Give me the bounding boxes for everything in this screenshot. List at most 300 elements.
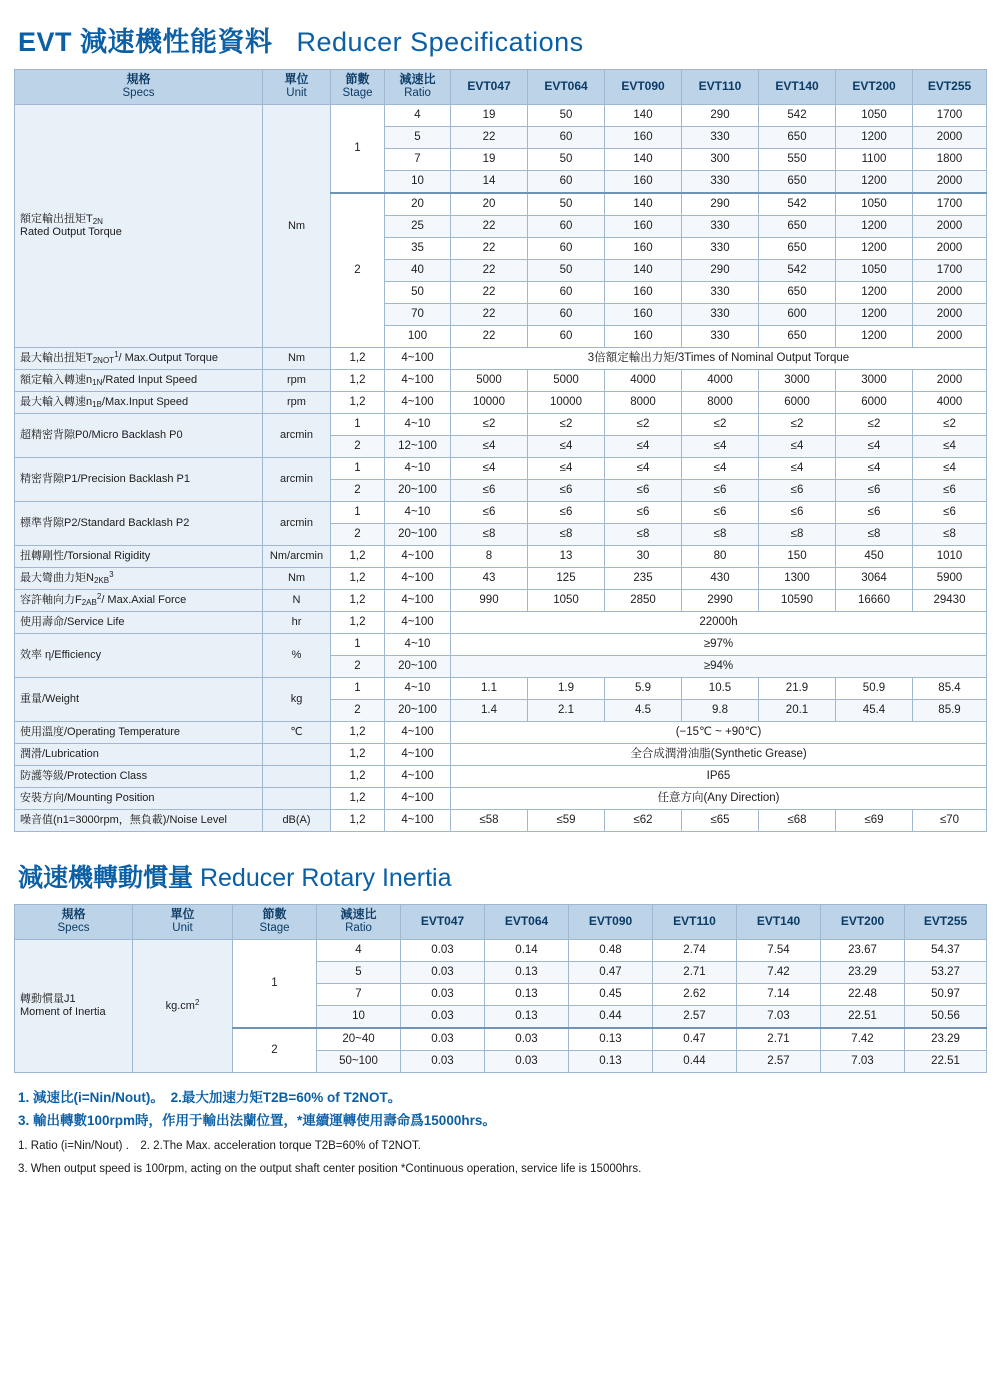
cell-value: 60 — [528, 216, 605, 238]
cell-value: 0.14 — [485, 940, 569, 962]
cell-value: 2990 — [682, 590, 759, 612]
row-label-standard-backlash-p2: 標準背隙P2/Standard Backlash P2 — [15, 502, 263, 546]
cell-value: 7.54 — [737, 940, 821, 962]
cell-value: ≤6 — [451, 480, 528, 502]
cell-ratio: 4~10 — [385, 502, 451, 524]
cell-value: ≤4 — [836, 458, 913, 480]
cell-value: 2.1 — [528, 700, 605, 722]
cell-value: 0.03 — [401, 1006, 485, 1029]
cell-value: 1.1 — [451, 678, 528, 700]
cell-value: 19 — [451, 149, 528, 171]
cell-value: ≤4 — [451, 458, 528, 480]
cell-unit: Nm — [263, 568, 331, 590]
cell-unit: N — [263, 590, 331, 612]
cell-merged-value: (−15℃ ~ +90℃) — [451, 722, 987, 744]
col-model-0: EVT047 — [451, 70, 528, 105]
cell-stage: 1 — [331, 678, 385, 700]
cell-value: ≤2 — [682, 414, 759, 436]
table-row — [15, 744, 987, 766]
cell-value: 10000 — [528, 392, 605, 414]
cell-value: 5900 — [913, 568, 987, 590]
cell-value: 0.03 — [485, 1051, 569, 1073]
row-label-rated-output-torque: 額定輸出扭矩$T_{2N}$ Rated Output Torque — [15, 105, 263, 348]
cell-value: ≤59 — [528, 810, 605, 832]
cell-value: 1050 — [528, 590, 605, 612]
cell-value: 450 — [836, 546, 913, 568]
cell-value: 650 — [759, 171, 836, 194]
cell-value: 550 — [759, 149, 836, 171]
row-label-rated-input-speed: 額定輸入轉速$n_{1N}$/Rated Input Speed — [15, 370, 263, 392]
cell-value: 150 — [759, 546, 836, 568]
table-header — [15, 70, 987, 105]
cell-value: ≤58 — [451, 810, 528, 832]
cell-ratio: 4~100 — [385, 590, 451, 612]
cell-ratio: 35 — [385, 238, 451, 260]
cell-value: 1200 — [836, 238, 913, 260]
col-unit: 單位 Unit — [133, 905, 233, 940]
cell-value: 85.4 — [913, 678, 987, 700]
col-ratio: 減速比 Ratio — [317, 905, 401, 940]
cell-value: ≤8 — [836, 524, 913, 546]
cell-stage: 1,2 — [331, 722, 385, 744]
cell-value: 20 — [451, 193, 528, 216]
cell-value: 6000 — [759, 392, 836, 414]
cell-value: 22 — [451, 238, 528, 260]
cell-value: 3000 — [759, 370, 836, 392]
row-label-micro-backlash-p0: 超精密背隙P0/Micro Backlash P0 — [15, 414, 263, 458]
cell-value: 0.48 — [569, 940, 653, 962]
title-en: Reducer Specifications — [296, 27, 584, 57]
cell-ratio: 100 — [385, 326, 451, 348]
col-model-3: EVT110 — [682, 70, 759, 105]
cell-value: 16660 — [836, 590, 913, 612]
cell-value: 22 — [451, 260, 528, 282]
cell-value: 4000 — [605, 370, 682, 392]
col-model-4: EVT140 — [737, 905, 821, 940]
cell-ratio: 12~100 — [385, 436, 451, 458]
col-model-6: EVT255 — [905, 905, 987, 940]
cell-value: 330 — [682, 238, 759, 260]
cell-ratio: 4~10 — [385, 678, 451, 700]
cell-ratio: 4~10 — [385, 414, 451, 436]
cell-stage: 1,2 — [331, 766, 385, 788]
cell-value: ≤6 — [682, 480, 759, 502]
cell-ratio: 4~100 — [385, 348, 451, 370]
cell-unit: Nm — [263, 348, 331, 370]
cell-value: 0.47 — [653, 1028, 737, 1051]
cell-value: 650 — [759, 216, 836, 238]
cell-ratio: 7 — [317, 984, 401, 1006]
cell-value: 330 — [682, 282, 759, 304]
cell-value: 4000 — [913, 392, 987, 414]
cell-value: 0.44 — [653, 1051, 737, 1073]
cell-value: 5000 — [451, 370, 528, 392]
cell-value: ≤4 — [836, 436, 913, 458]
cell-value: 0.13 — [569, 1028, 653, 1051]
cell-unit — [263, 788, 331, 810]
cell-value: 2.71 — [737, 1028, 821, 1051]
cell-stage: 1,2 — [331, 568, 385, 590]
cell-ratio: 10 — [385, 171, 451, 194]
cell-value: 330 — [682, 127, 759, 149]
cell-value: 140 — [605, 193, 682, 216]
cell-value: 330 — [682, 171, 759, 194]
cell-value: 330 — [682, 216, 759, 238]
title2-cn: 減速機轉動慣量 — [18, 864, 194, 892]
cell-value: 7.03 — [737, 1006, 821, 1029]
cell-unit: Nm — [263, 105, 331, 348]
cell-value: ≤4 — [451, 436, 528, 458]
cell-ratio: 4~100 — [385, 744, 451, 766]
cell-value: 650 — [759, 282, 836, 304]
cell-value: 2000 — [913, 238, 987, 260]
row-label-max-output-torque: 最大輸出扭矩$T_{2NOT}^1/$ Max.Output Torque — [15, 348, 263, 370]
cell-ratio: 4~100 — [385, 370, 451, 392]
cell-ratio: 40 — [385, 260, 451, 282]
footnote-cn-2: 3. 輸出轉數100rpm時，作用于輸出法蘭位置，*連續運轉使用壽命爲15000hrs。 — [18, 1112, 496, 1128]
cell-value: 60 — [528, 304, 605, 326]
cell-value: 0.13 — [485, 1006, 569, 1029]
cell-unit — [263, 744, 331, 766]
cell-value: 1200 — [836, 171, 913, 194]
cell-unit: arcmin — [263, 458, 331, 502]
table-row — [15, 414, 987, 436]
cell-value: ≤8 — [605, 524, 682, 546]
cell-stage: 1 — [331, 414, 385, 436]
cell-stage: 1,2 — [331, 348, 385, 370]
cell-value: ≤8 — [913, 524, 987, 546]
row-label-lubrication: 潤滑/Lubrication — [15, 744, 263, 766]
cell-ratio: 4~100 — [385, 546, 451, 568]
cell-ratio: 7 — [385, 149, 451, 171]
cell-ratio: 4~100 — [385, 810, 451, 832]
cell-stage: 1,2 — [331, 810, 385, 832]
cell-stage: 1,2 — [331, 744, 385, 766]
cell-value: 235 — [605, 568, 682, 590]
cell-value: ≤2 — [913, 414, 987, 436]
cell-value: 6000 — [836, 392, 913, 414]
cell-value: 0.03 — [401, 1028, 485, 1051]
cell-value: ≤6 — [759, 502, 836, 524]
cell-stage: 1 — [331, 502, 385, 524]
cell-value: 160 — [605, 326, 682, 348]
table-row — [15, 502, 987, 524]
cell-value: 50.9 — [836, 678, 913, 700]
inertia-table-header — [15, 905, 987, 940]
table-row — [15, 458, 987, 480]
cell-value: 7.14 — [737, 984, 821, 1006]
cell-value: 22.51 — [821, 1006, 905, 1029]
row-label-torsional-rigidity: 扭轉剛性/Torsional Rigidity — [15, 546, 263, 568]
table-row — [15, 634, 987, 656]
cell-stage: 1 — [331, 458, 385, 480]
cell-value: 20.1 — [759, 700, 836, 722]
cell-value: 0.44 — [569, 1006, 653, 1029]
cell-value: ≤4 — [759, 458, 836, 480]
col-stage: 節數 Stage — [331, 70, 385, 105]
table-row — [15, 810, 987, 832]
cell-value: 8 — [451, 546, 528, 568]
cell-value: 7.42 — [737, 962, 821, 984]
cell-value: 140 — [605, 260, 682, 282]
col-model-5: EVT200 — [821, 905, 905, 940]
cell-value: 2000 — [913, 370, 987, 392]
cell-ratio: 20 — [385, 193, 451, 216]
cell-value: 5000 — [528, 370, 605, 392]
cell-value: 2000 — [913, 304, 987, 326]
cell-value: 8000 — [682, 392, 759, 414]
cell-value: ≤2 — [528, 414, 605, 436]
cell-value: ≤4 — [913, 436, 987, 458]
cell-value: ≤6 — [528, 480, 605, 502]
cell-unit: hr — [263, 612, 331, 634]
cell-value: 1200 — [836, 326, 913, 348]
row-label-max-input-speed: 最大輸入轉速$n_{1B}/Max.Input$ Speed — [15, 392, 263, 414]
cell-ratio: 4~10 — [385, 634, 451, 656]
cell-value: 1700 — [913, 105, 987, 127]
col-specs: 規格 Specs — [15, 70, 263, 105]
cell-value: 10.5 — [682, 678, 759, 700]
cell-value: 22 — [451, 127, 528, 149]
cell-value: ≤8 — [451, 524, 528, 546]
cell-value: 4.5 — [605, 700, 682, 722]
cell-value: 330 — [682, 304, 759, 326]
cell-value: ≤6 — [451, 502, 528, 524]
cell-ratio: 20~100 — [385, 480, 451, 502]
cell-value: 2000 — [913, 282, 987, 304]
cell-stage: 1,2 — [331, 788, 385, 810]
cell-unit: arcmin — [263, 414, 331, 458]
cell-value: 22 — [451, 282, 528, 304]
cell-value: 1050 — [836, 105, 913, 127]
cell-value: 0.13 — [569, 1051, 653, 1073]
cell-value: ≤6 — [605, 502, 682, 524]
cell-value: 60 — [528, 238, 605, 260]
cell-value: 13 — [528, 546, 605, 568]
table-row — [15, 788, 987, 810]
row-label-service-life: 使用壽命/Service Life — [15, 612, 263, 634]
cell-value: 2850 — [605, 590, 682, 612]
cell-value: 45.4 — [836, 700, 913, 722]
table-row — [15, 766, 987, 788]
col-model-6: EVT255 — [913, 70, 987, 105]
cell-value: ≤8 — [528, 524, 605, 546]
col-model-2: EVT090 — [605, 70, 682, 105]
cell-value: ≤4 — [528, 458, 605, 480]
cell-value: 50 — [528, 149, 605, 171]
cell-value: 7.03 — [821, 1051, 905, 1073]
cell-ratio: 20~100 — [385, 524, 451, 546]
cell-value: ≤4 — [605, 436, 682, 458]
cell-value: 542 — [759, 260, 836, 282]
cell-value: 2.57 — [653, 1006, 737, 1029]
cell-value: ≤6 — [759, 480, 836, 502]
cell-value: 22 — [451, 304, 528, 326]
cell-value: ≤4 — [528, 436, 605, 458]
cell-stage-2: 2 — [331, 193, 385, 348]
cell-value: 60 — [528, 127, 605, 149]
cell-value: ≤8 — [759, 524, 836, 546]
cell-value: 8000 — [605, 392, 682, 414]
cell-value: 2000 — [913, 127, 987, 149]
cell-value: 290 — [682, 260, 759, 282]
cell-value: 330 — [682, 326, 759, 348]
cell-value: 1050 — [836, 193, 913, 216]
row-label-max-axial-force: 容許軸向力$F_{2AB}^2/$ Max.Axial Force — [15, 590, 263, 612]
cell-ratio: 4~100 — [385, 722, 451, 744]
cell-value: 29430 — [913, 590, 987, 612]
cell-value: ≤6 — [836, 480, 913, 502]
cell-value: 53.27 — [905, 962, 987, 984]
cell-stage: 2 — [331, 656, 385, 678]
cell-ratio: 5 — [385, 127, 451, 149]
cell-value: 140 — [605, 105, 682, 127]
col-ratio: 減速比 Ratio — [385, 70, 451, 105]
cell-value: 21.9 — [759, 678, 836, 700]
cell-ratio: 4 — [385, 105, 451, 127]
cell-stage: 1,2 — [331, 612, 385, 634]
cell-value: 50 — [528, 260, 605, 282]
table-row — [15, 568, 987, 590]
table-row — [15, 348, 987, 370]
cell-value: 160 — [605, 127, 682, 149]
cell-stage-1: 1 — [233, 940, 317, 1029]
row-label-moment-of-inertia: 轉動慣量J1 Moment of Inertia — [15, 940, 133, 1073]
col-model-0: EVT047 — [401, 905, 485, 940]
cell-value: 50.97 — [905, 984, 987, 1006]
cell-stage: 1,2 — [331, 546, 385, 568]
cell-merged-value: 全合成潤滑油脂(Synthetic Grease) — [451, 744, 987, 766]
cell-value: 160 — [605, 216, 682, 238]
cell-value: 1300 — [759, 568, 836, 590]
cell-value: 1.9 — [528, 678, 605, 700]
cell-ratio: 70 — [385, 304, 451, 326]
cell-value: 22 — [451, 326, 528, 348]
cell-value: 1800 — [913, 149, 987, 171]
cell-value: ≤2 — [836, 414, 913, 436]
row-label-weight: 重量/Weight — [15, 678, 263, 722]
cell-unit: arcmin — [263, 502, 331, 546]
cell-value: 10590 — [759, 590, 836, 612]
cell-value: 2.71 — [653, 962, 737, 984]
cell-value: 160 — [605, 282, 682, 304]
col-model-1: EVT064 — [485, 905, 569, 940]
cell-value: 30 — [605, 546, 682, 568]
col-model-1: EVT064 — [528, 70, 605, 105]
cell-value: ≤6 — [528, 502, 605, 524]
cell-ratio: 4~100 — [385, 568, 451, 590]
cell-value: 3064 — [836, 568, 913, 590]
footnotes — [18, 1087, 986, 1179]
rotary-inertia-table — [14, 904, 987, 1073]
cell-value: 10000 — [451, 392, 528, 414]
cell-value: 160 — [605, 171, 682, 194]
cell-value: 0.13 — [485, 984, 569, 1006]
cell-merged-value: ≥94% — [451, 656, 987, 678]
cell-value: 22 — [451, 216, 528, 238]
col-unit: 單位 Unit — [263, 70, 331, 105]
cell-value: 23.67 — [821, 940, 905, 962]
cell-value: 60 — [528, 282, 605, 304]
page-title — [18, 20, 986, 59]
cell-ratio: 4~100 — [385, 788, 451, 810]
cell-unit: dB(A) — [263, 810, 331, 832]
cell-ratio: 4~100 — [385, 612, 451, 634]
cell-value: 2000 — [913, 216, 987, 238]
cell-stage: 1 — [331, 634, 385, 656]
cell-unit: Nm/arcmin — [263, 546, 331, 568]
cell-value: 1010 — [913, 546, 987, 568]
cell-value: 0.03 — [401, 962, 485, 984]
cell-ratio: 50~100 — [317, 1051, 401, 1073]
table-row — [15, 590, 987, 612]
cell-value: 60 — [528, 326, 605, 348]
title-cn: EVT 減速機性能資料 — [18, 27, 273, 57]
table-row — [15, 940, 987, 962]
cell-value: 542 — [759, 105, 836, 127]
cell-value: 9.8 — [682, 700, 759, 722]
cell-ratio: 20~40 — [317, 1028, 401, 1051]
cell-value: ≤4 — [605, 458, 682, 480]
cell-value: 1050 — [836, 260, 913, 282]
cell-value: 19 — [451, 105, 528, 127]
cell-value: 7.42 — [821, 1028, 905, 1051]
cell-value: 1.4 — [451, 700, 528, 722]
row-label-precision-backlash-p1: 精密背隙P1/Precision Backlash P1 — [15, 458, 263, 502]
cell-value: 54.37 — [905, 940, 987, 962]
cell-value: 990 — [451, 590, 528, 612]
col-model-5: EVT200 — [836, 70, 913, 105]
cell-value: 0.47 — [569, 962, 653, 984]
cell-unit: $kg.cm^2$ — [133, 940, 233, 1073]
cell-unit: % — [263, 634, 331, 678]
footnote-en-2: 3. When output speed is 100rpm, acting on the output shaft center position *Continuous operation, service life is 15000hrs. — [18, 1162, 642, 1175]
cell-unit — [263, 766, 331, 788]
cell-value: ≤4 — [759, 436, 836, 458]
cell-value: ≤4 — [682, 436, 759, 458]
cell-ratio: 25 — [385, 216, 451, 238]
footnote-cn-1: 1. 減速比(i=Nin/Nout)。 2.最大加速力矩T2B=60% of T2NOT。 — [18, 1090, 402, 1105]
col-stage: 節數 Stage — [233, 905, 317, 940]
cell-ratio: 4~100 — [385, 766, 451, 788]
col-specs: 規格 Specs — [15, 905, 133, 940]
cell-value: 22.51 — [905, 1051, 987, 1073]
cell-value: 0.03 — [401, 984, 485, 1006]
cell-value: 60 — [528, 171, 605, 194]
cell-value: 160 — [605, 238, 682, 260]
cell-value: 160 — [605, 304, 682, 326]
cell-stage-1: 1 — [331, 105, 385, 194]
cell-value: 2000 — [913, 171, 987, 194]
row-label-operating-temperature: 使用溫度/Operating Temperature — [15, 722, 263, 744]
cell-stage: 1,2 — [331, 590, 385, 612]
cell-value: ≤62 — [605, 810, 682, 832]
cell-value: ≤6 — [913, 480, 987, 502]
cell-ratio: 4 — [317, 940, 401, 962]
cell-value: 0.03 — [401, 1051, 485, 1073]
cell-value: 1200 — [836, 282, 913, 304]
table-row — [15, 678, 987, 700]
cell-value: 600 — [759, 304, 836, 326]
cell-value: ≤4 — [682, 458, 759, 480]
cell-stage: 2 — [331, 700, 385, 722]
cell-value: 1700 — [913, 193, 987, 216]
cell-value: 43 — [451, 568, 528, 590]
cell-value: 0.03 — [401, 940, 485, 962]
cell-value: 22.48 — [821, 984, 905, 1006]
cell-merged-value: IP65 — [451, 766, 987, 788]
cell-ratio: 4~100 — [385, 392, 451, 414]
